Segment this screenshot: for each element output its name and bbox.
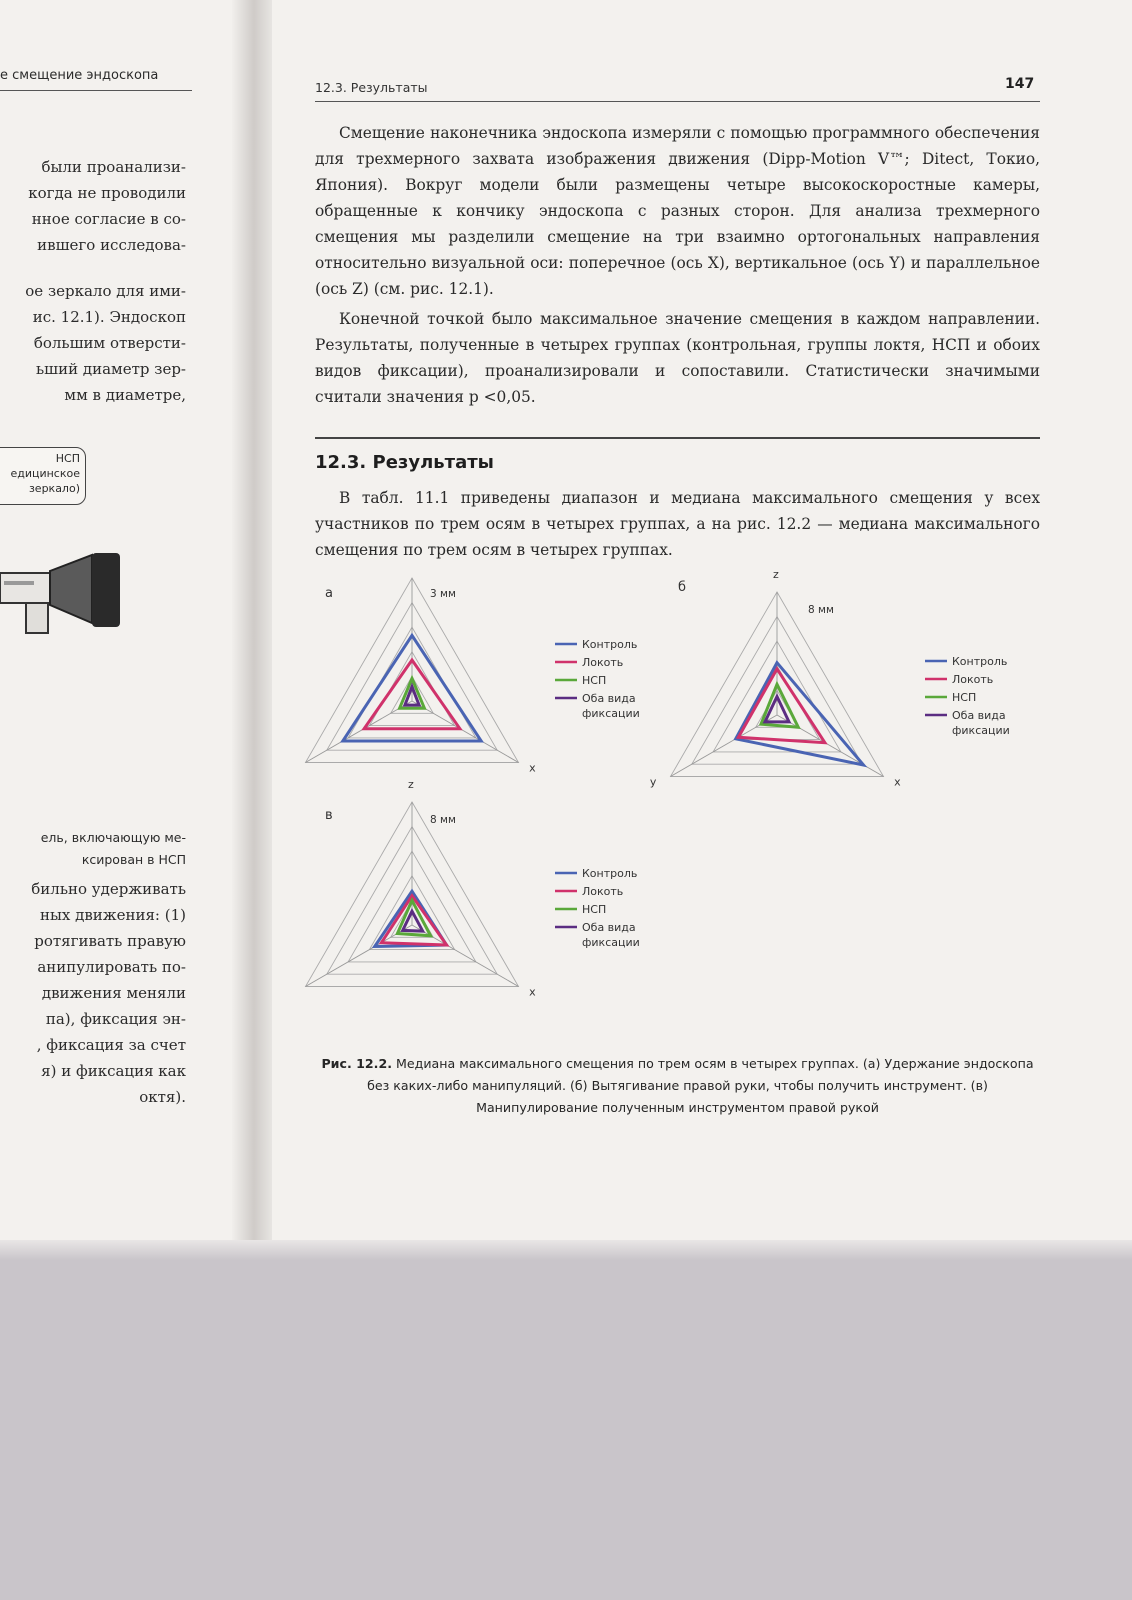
radar-panel-label: а [325,586,333,601]
left-lower-line: ных движения: (1) [39,906,186,924]
left-lower-line: я) и фиксация как [41,1062,186,1080]
radar-axis-label-x: x [529,985,536,999]
left-figure-box-line: едицинское [10,467,80,480]
endoscope-drawing [0,545,130,675]
legend-label: Контроль [582,867,638,880]
figure-caption-label: Рис. 12.2. [321,1056,392,1071]
left-lower-line: октя). [139,1088,186,1106]
left-lower-line: , фиксация за счет [36,1036,186,1054]
figure-caption-text: Медиана максимального смещения по трем осям в четырех группах. (а) Удержание эндоскопа без каких-либо манипуляций. (б) Вытягивание правой руки, чтобы получить инструмент. (в) Манипулирование полученным инструментом правой рукой [367,1056,1034,1115]
left-lower-line: ротягивать правую [34,932,186,950]
page-number: 147 [1005,76,1035,92]
legend-label: Оба вида [952,709,1006,722]
left-text-line: ившего исследова- [37,236,186,254]
radar-panel-label: б [678,580,687,595]
header-rule [315,101,1040,102]
paragraph-2: Конечной точкой было максимальное значение смещения в каждом направлении. Результаты, полученные в четырех группах (контрольная, группы локтя, НСП и обоих видов фиксации), проанализировали и сопоставили. Статистически значимыми считали значения p <0,05. [315,310,1040,406]
legend-label: Контроль [582,638,638,651]
radar-scale-label: 8 мм [430,814,456,826]
section-paragraph: В табл. 11.1 приведены диапазон и медиана максимального смещения у всех участников по трем осям в четырех группах, а на рис. 12.2 — медиана максимального смещения по трем осям в четырех группах. [315,489,1040,559]
radar-axis-label-x: x [529,761,536,775]
left-text-line: когда не проводили [28,184,186,202]
left-text-line: ьший диаметр зер- [36,360,186,378]
left-caption-line: ксирован в НСП [81,852,186,867]
radar-axis-line [305,701,412,763]
left-header-rule [0,90,192,91]
left-figure-box-line: зеркало) [28,482,80,495]
left-text-line: были проанализи- [41,158,186,176]
legend-label: НСП [582,903,607,916]
legend-label: Локоть [582,885,624,898]
legend-label: фиксации [582,936,640,949]
left-lower-line: па), фиксация эн- [45,1010,186,1028]
radar-axis-label-z: z [408,778,414,791]
running-head: 12.3. Результаты [315,80,428,95]
left-text-line: ис. 12.1). Эндоскоп [32,308,186,326]
radar-axis-label-y: y [649,775,657,789]
legend-label: Локоть [582,656,624,669]
radar-axis-label-x: x [894,775,901,789]
radar-panel-в [300,778,640,999]
left-lower-line: бильно удерживать [31,880,186,898]
figure-12-2 [300,570,1040,1040]
radar-axis-line [412,701,519,763]
left-running-head: е смещение эндоскопа [0,68,159,83]
figure-caption [315,1053,1040,1119]
radar-scale-label: 3 мм [430,588,456,600]
left-text-line: мм в диаметре, [64,386,186,404]
left-lower-line: анипулировать по- [37,958,186,976]
section-rule [315,437,1040,439]
legend-label: Оба вида [582,921,636,934]
radar-scale-label: 8 мм [808,604,834,616]
intro-text [315,120,1040,410]
section-text [315,485,1040,563]
left-text-line: нное согласие в со- [31,210,186,228]
radar-series-1 [736,663,864,765]
legend-label: Оба вида [582,692,636,705]
page-shadow [0,1240,1132,1260]
left-text-line: большим отверсти- [33,334,186,352]
left-text-line: ое зеркало для ими- [25,282,186,300]
legend-label: фиксации [952,724,1010,737]
section-title: 12.3. Результаты [315,452,494,473]
legend-label: НСП [952,691,977,704]
legend-label: Локоть [952,673,994,686]
left-figure-box-line: НСП [55,452,80,465]
radar-axis-label-z: z [773,570,779,581]
paragraph-1: Смещение наконечника эндоскопа измеряли с помощью программного обеспечения для трехмерного захвата изображения движения (Dipp-Motion V™; Ditect, Токио, Япония). Вокруг модели были размещены четыре высокоскоростные камеры, обращенные к кончику эндоскопа с разных сторон. Для анализа трехмерного смещения мы разделили смещение на три взаимно ортогональных направления относительно визуальной оси: поперечное (ось X), вертикальное (ось Y) и параллельное (ось Z) (см. рис. 12.1). [315,124,1040,298]
legend-label: НСП [582,674,607,687]
left-caption-line: ель, включающую ме- [40,830,186,845]
radar-panel-label: в [325,808,333,823]
radar-panel-а [300,570,640,775]
radar-panel-б [650,570,1010,789]
left-lower-line: движения меняли [41,984,186,1002]
legend-label: Контроль [952,655,1008,668]
book-fold [232,0,272,1255]
legend-label: фиксации [582,707,640,720]
